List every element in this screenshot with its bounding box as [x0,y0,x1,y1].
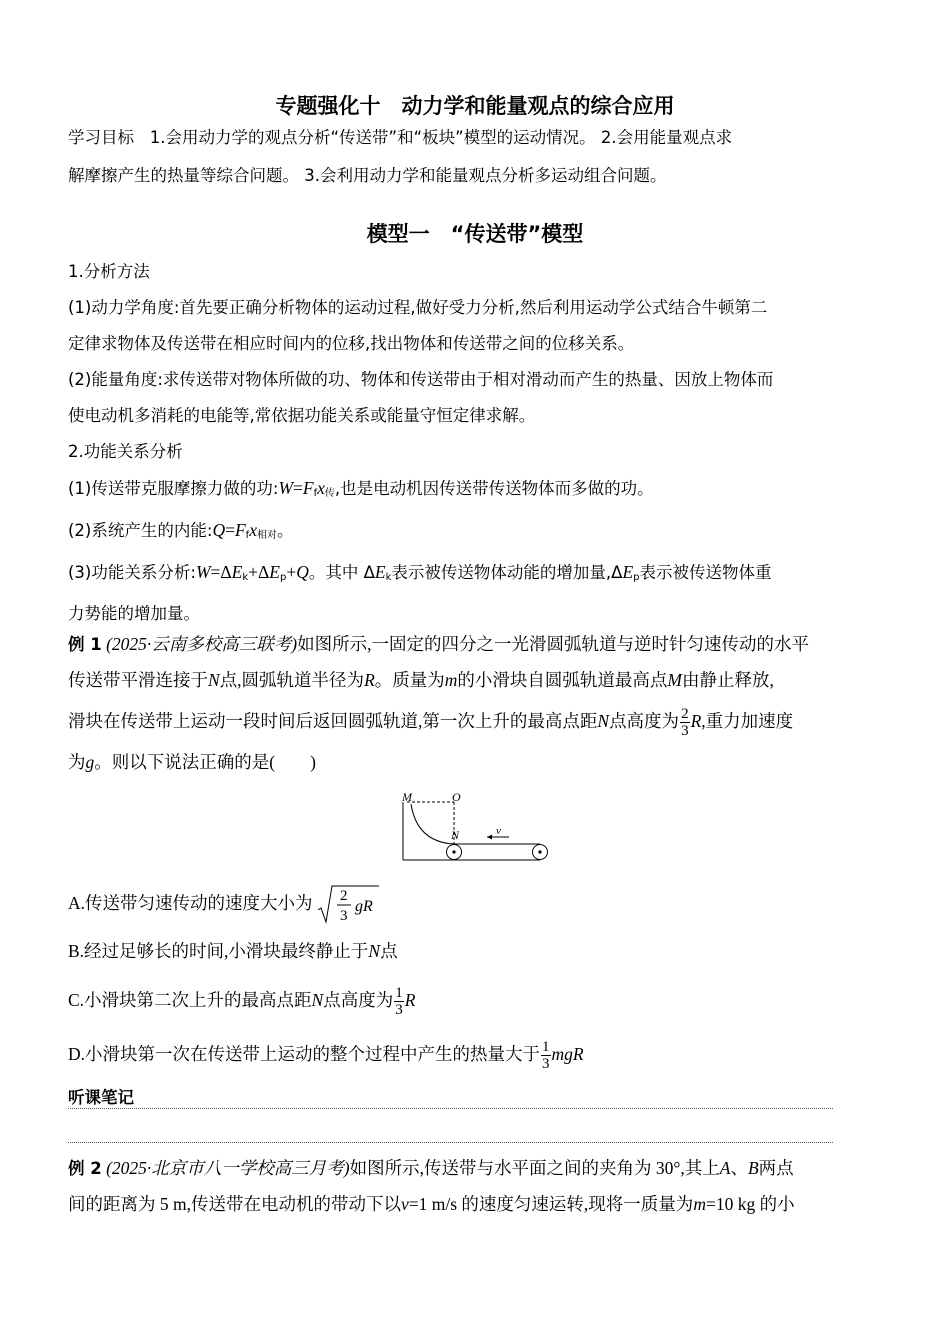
notes-label: 听课笔记 [68,1088,134,1107]
s2-p2: (2)系统产生的内能$:Q=F_fx_{相对}$。 [68,520,294,541]
option-d: D.小滑块第一次在传送带上运动的整个过程中产生的热量大于 $\frac{1}{3}$ mgR [68,1039,584,1073]
frac-2-3: $\frac{2}{3}$ [681,706,689,740]
section-analysis-method [68,254,883,632]
option-b: B.经过足够长的时间,小滑块最终静止于N点 [68,941,398,961]
label-N: N [451,828,460,842]
s1-p2-l2: 使电动机多消耗的电能等,常依据功能关系或能量守恒定律求解。 [68,406,536,425]
option-c: C.小滑块第二次上升的最高点距N点高度为 $\frac{1}{3}$ R [68,985,416,1019]
sqrt-2-3-gR [317,884,379,926]
notes-line-2 [68,1142,833,1143]
objectives-line1: 1.会用动力学的观点分析“传送带”和“板块”模型的运动情况。 2.会用能量观点求 [149,128,733,147]
option-a: A.传送带匀速传动的速度大小为 2 3 gR [68,878,883,928]
s2-p3-l2: 力势能的增加量。 [68,604,200,623]
s1-p1-l2: 定律求物体及传送带在相应时间内的位移,找出物体和传送带之间的位移关系。 [68,334,635,353]
ex1-label: 例 1 [68,635,102,654]
model1-heading: 模型一 “传送带”模型 [366,222,584,246]
svg-text:gR: gR [354,897,373,915]
svg-text:2: 2 [339,887,348,904]
learning-objectives [68,119,883,195]
s1-title: 1.分析方法 [68,262,150,281]
page-title: 专题强化十 动力学和能量观点的综合应用 [275,94,675,118]
s1-p2-l1: (2)能量角度:求传送带对物体所做的功、物体和传送带由于相对滑动而产生的热量、因放上物体而 [68,370,774,389]
ex2-label: 例 2 [68,1159,102,1178]
ex2-source: (2025·北京市八一学校高三月考) [106,1158,350,1178]
objectives-label: 学习目标 [68,128,134,147]
svg-text:3: 3 [339,907,348,924]
objectives-line2: 解摩擦产生的热量等综合问题。 3.会利用动力学和能量观点分析多运动组合问题。 [68,166,667,185]
s1-p1-l1: (1)动力学角度:首先要正确分析物体的运动过程,做好受力分析,然后利用运动学公式结合牛顿第二 [68,298,768,317]
ex1-options [68,878,883,1082]
s2-p1: (1)传送带克服摩擦力做的功$:W=F_fx_传$,也是电动机因传送带传送物体而多做的功。 [68,478,654,499]
s2-p3: (3)功能关系分析$:W=\Delta E_k+\Delta E_p+Q$。其中 $\Delta E_k$表示被传送物体动能的增加量$,\Delta E_p$表示被传送物体重 [68,562,772,583]
notes-line-1 [68,1108,833,1109]
example-2: 例 2 (2025·北京市八一学校高三月考)如图所示,传送带与水平面之间的夹角为 30°,其上A、B两点 间的距离为 5 m,传送带在电动机的带动下以v=1 m/s 的速度匀速运转,现将一质量为m=10 kg 的小 [68,1158,795,1214]
label-O: O [452,790,461,804]
label-M: M [402,790,412,804]
ex1-source: (2025·云南多校高三联考) [106,634,298,654]
label-v: v [496,825,501,837]
example-1: 例 1 (2025·云南多校高三联考)如图所示,一固定的四分之一光滑圆弧轨道与逆时针匀速传动的水平 传送带平滑连接于N点,圆弧轨道半径为R。质量为m的小滑块自圆弧轨道最高点M由静止释放, 滑块在传送带上运动一段时间后返回圆弧轨道,第一次上升的最高点距N点高度为 $\frac{2}{3}$ R,重力加速度 为g。则以下说法正确的是( ) [68,634,810,772]
s2-title: 2.功能关系分析 [68,442,183,461]
conveyor-diagram [395,790,555,865]
arc-track [411,804,454,844]
